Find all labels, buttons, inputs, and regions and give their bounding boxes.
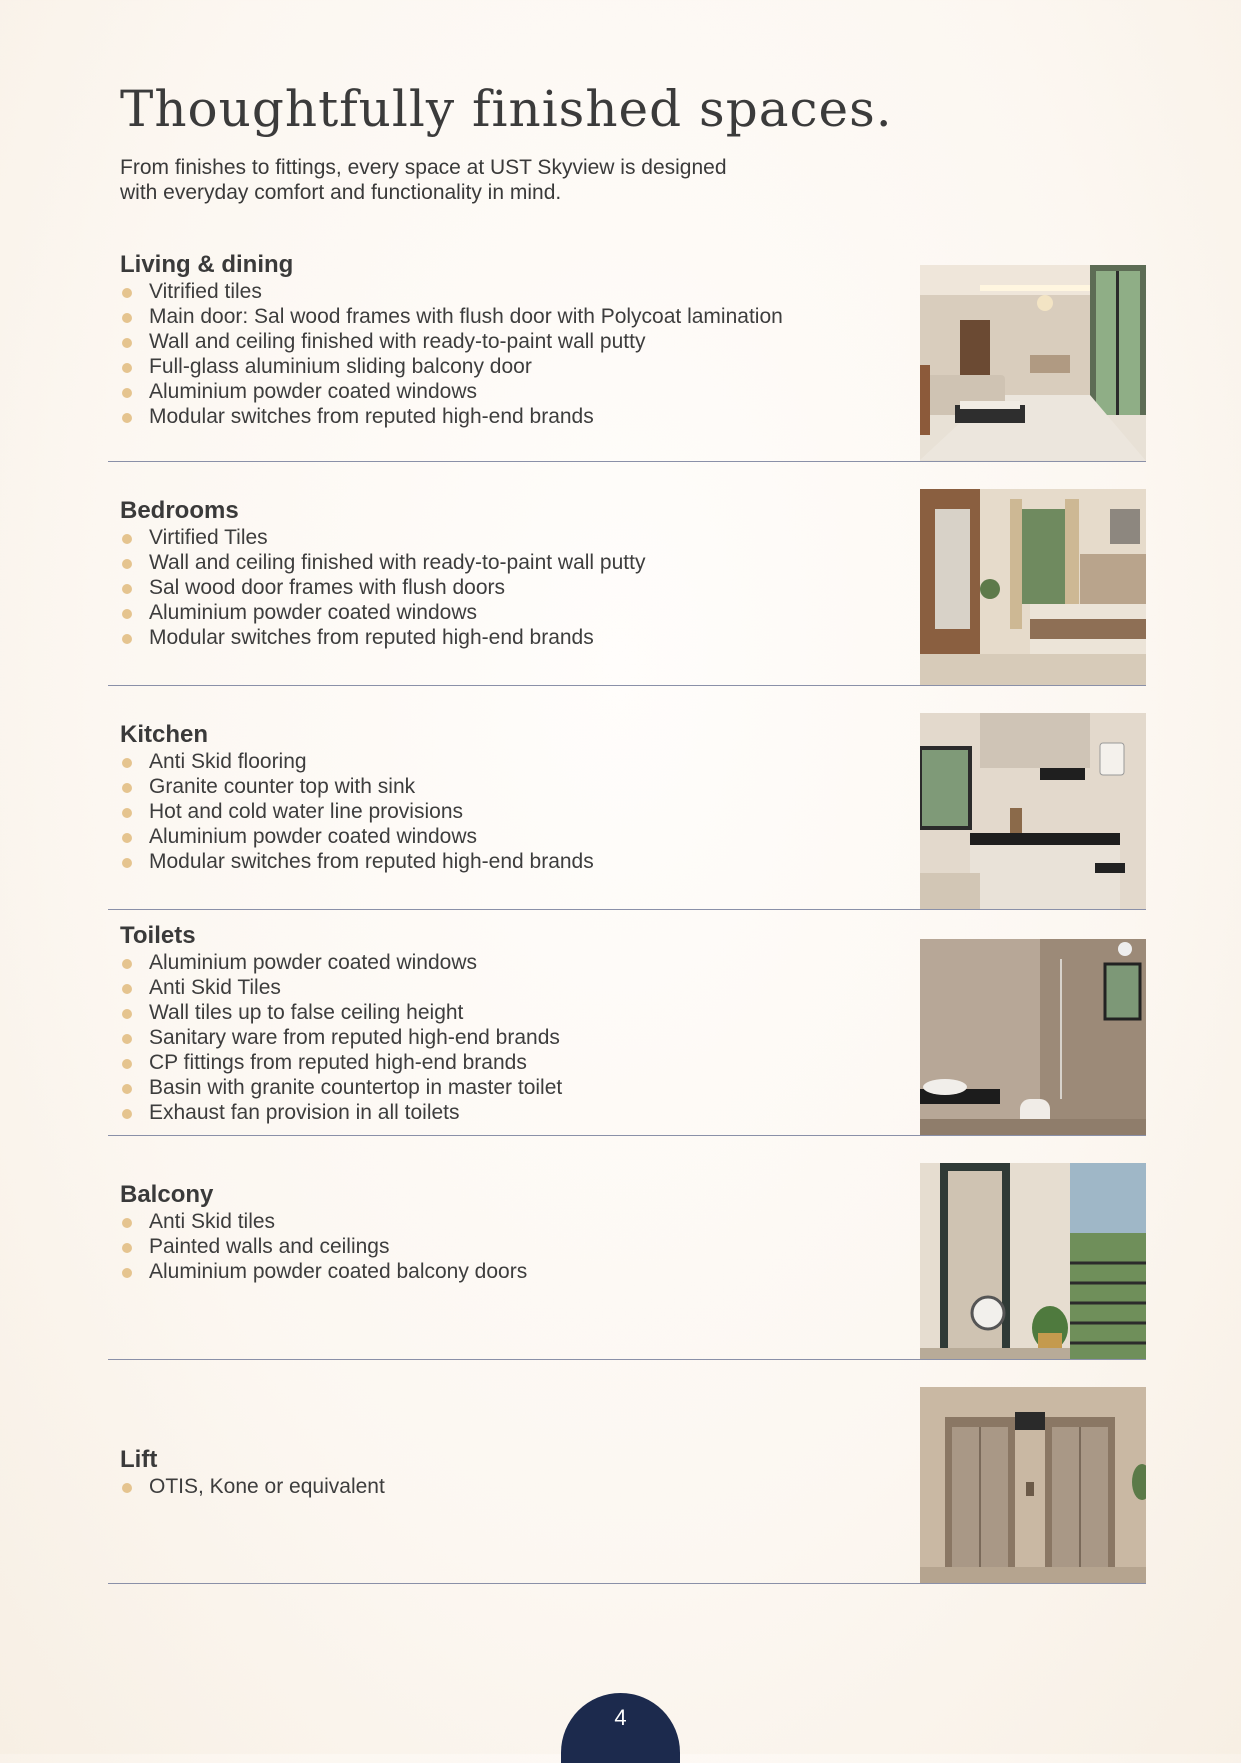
intro-line: with everyday comfort and functionality in mind. <box>120 181 562 204</box>
list-item: Basin with granite countertop in master toilet <box>120 1075 562 1100</box>
list-item: Wall and ceiling finished with ready-to-paint wall putty <box>120 550 645 575</box>
list-item: Painted walls and ceilings <box>120 1234 527 1259</box>
toilet-photo <box>920 939 1146 1135</box>
kitchen-photo <box>920 713 1146 909</box>
feature-list <box>120 1209 527 1284</box>
section-bedrooms <box>108 461 1146 686</box>
list-item: Aluminium powder coated windows <box>120 824 594 849</box>
section-lift <box>108 1359 1146 1584</box>
section-text <box>120 720 594 874</box>
list-item: Aluminium powder coated windows <box>120 379 783 404</box>
list-item: Granite counter top with sink <box>120 774 594 799</box>
section-title: Living & dining <box>120 251 294 278</box>
section-text <box>120 250 783 429</box>
page-number-badge: 4 <box>561 1693 680 1763</box>
list-item: Vitrified tiles <box>120 279 783 304</box>
lift-photo <box>920 1387 1146 1583</box>
list-item: Wall tiles up to false ceiling height <box>120 1000 562 1025</box>
list-item: Anti Skid flooring <box>120 749 594 774</box>
section-title: Balcony <box>120 1181 214 1208</box>
list-item: Anti Skid Tiles <box>120 975 562 1000</box>
list-item: Modular switches from reputed high-end brands <box>120 404 783 429</box>
feature-list <box>120 1474 385 1499</box>
section-text <box>120 496 645 650</box>
page-title: Thoughtfully finished spaces. <box>120 80 893 138</box>
list-item: Aluminium powder coated windows <box>120 950 562 975</box>
section-kitchen <box>108 685 1146 910</box>
section-text <box>120 1445 385 1499</box>
list-item: Full-glass aluminium sliding balcony door <box>120 354 783 379</box>
list-item: Sanitary ware from reputed high-end brands <box>120 1025 562 1050</box>
section-title: Bedrooms <box>120 497 239 524</box>
feature-list <box>120 950 562 1125</box>
section-balcony <box>108 1135 1146 1360</box>
section-title: Toilets <box>120 922 196 949</box>
intro-line: From finishes to fittings, every space at UST Skyview is designed <box>120 156 727 179</box>
list-item: OTIS, Kone or equivalent <box>120 1474 385 1499</box>
list-item: CP fittings from reputed high-end brands <box>120 1050 562 1075</box>
list-item: Aluminium powder coated windows <box>120 600 645 625</box>
list-item: Aluminium powder coated balcony doors <box>120 1259 527 1284</box>
section-text <box>120 921 562 1125</box>
list-item: Hot and cold water line provisions <box>120 799 594 824</box>
living-room-photo <box>920 265 1146 461</box>
section-title: Lift <box>120 1446 158 1473</box>
list-item: Anti Skid tiles <box>120 1209 527 1234</box>
balcony-photo <box>920 1163 1146 1359</box>
list-item: Exhaust fan provision in all toilets <box>120 1100 562 1125</box>
list-item: Sal wood door frames with flush doors <box>120 575 645 600</box>
bedroom-photo <box>920 489 1146 685</box>
feature-list <box>120 279 783 429</box>
list-item: Wall and ceiling finished with ready-to-paint wall putty <box>120 329 783 354</box>
feature-list <box>120 749 594 874</box>
section-living-dining <box>108 250 1146 462</box>
list-item: Modular switches from reputed high-end brands <box>120 849 594 874</box>
list-item: Modular switches from reputed high-end brands <box>120 625 645 650</box>
list-item: Main door: Sal wood frames with flush door with Polycoat lamination <box>120 304 783 329</box>
section-title: Kitchen <box>120 721 209 748</box>
section-text <box>120 1180 527 1284</box>
list-item: Virtified Tiles <box>120 525 645 550</box>
feature-list <box>120 525 645 650</box>
section-toilets <box>108 909 1146 1136</box>
intro-text <box>120 155 820 205</box>
